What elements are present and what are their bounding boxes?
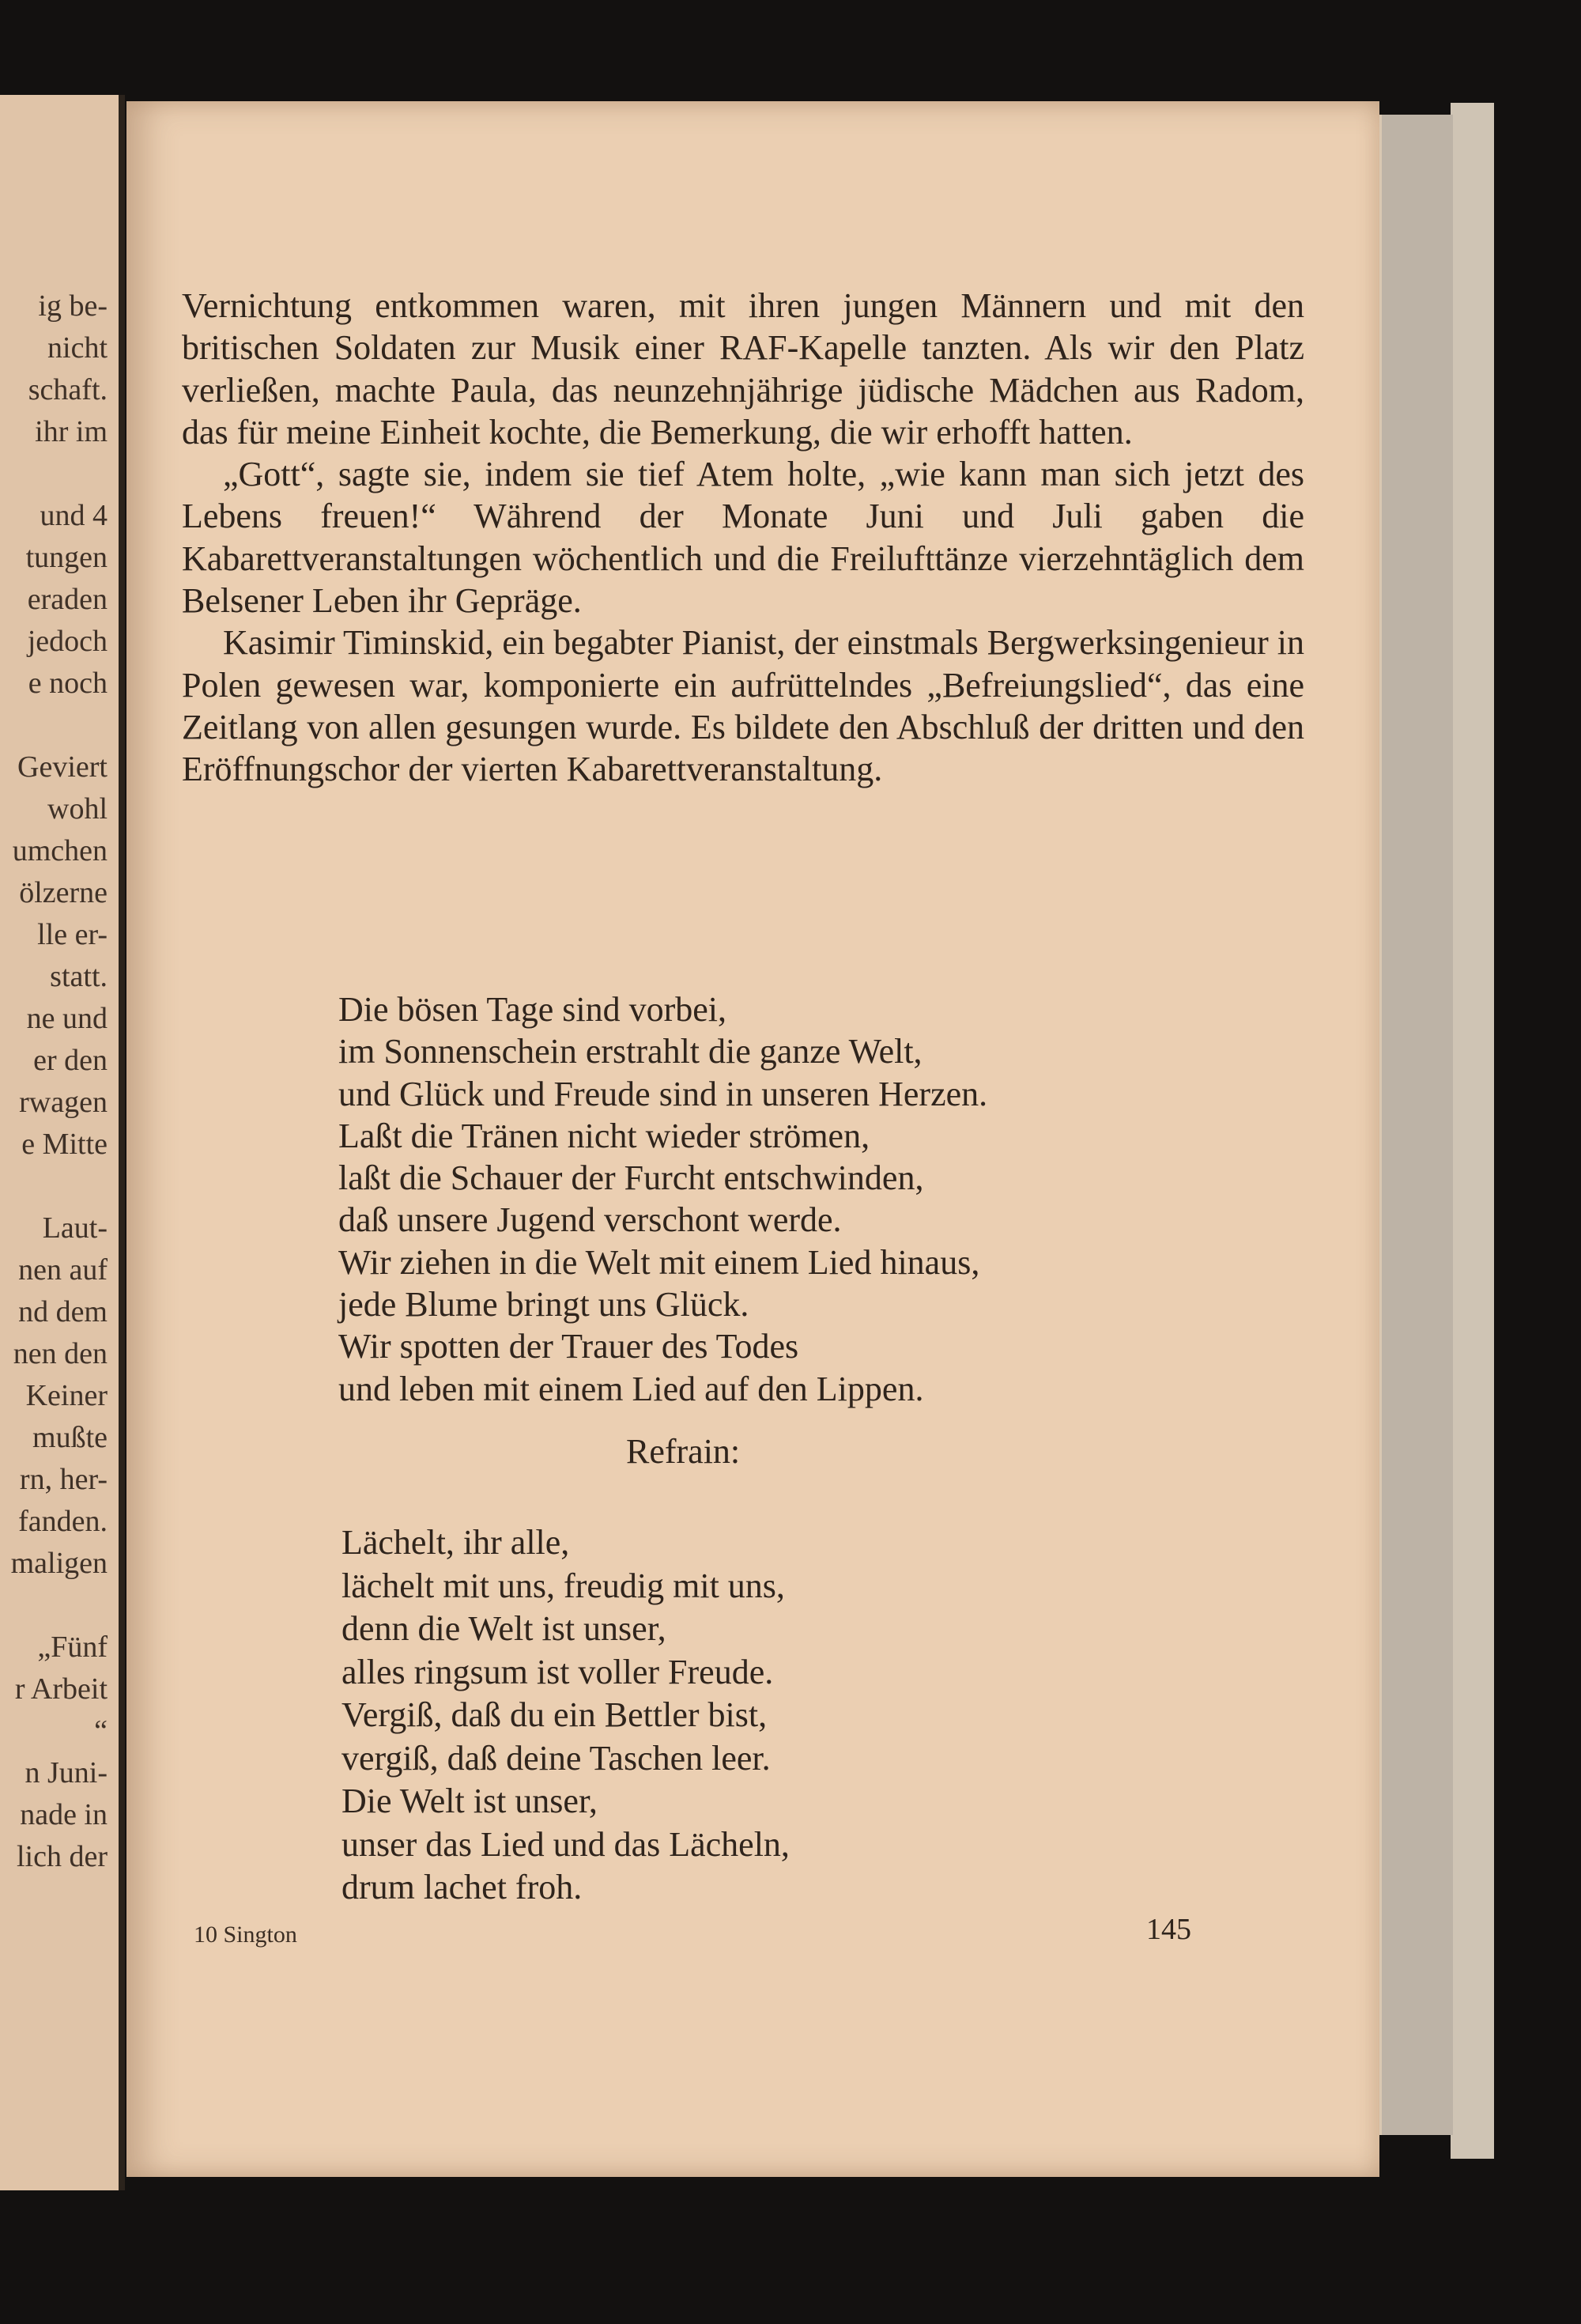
left-fragment: ihr im: [35, 415, 108, 448]
left-fragment: wohl: [47, 792, 108, 826]
refrain-line: drum lachet froh.: [341, 1868, 583, 1906]
song-verse: [338, 988, 987, 1410]
left-fragment: ne und: [26, 1002, 108, 1035]
left-fragment: nade in: [20, 1798, 108, 1831]
verse-line: Laßt die Tränen nicht wieder strömen,: [338, 1116, 870, 1155]
left-fragment: „Fünf: [37, 1631, 108, 1664]
refrain-line: Vergiß, daß du ein Bettler bist,: [341, 1695, 768, 1734]
left-fragment: mußte: [32, 1421, 108, 1454]
left-fragment: lle er-: [37, 918, 108, 951]
song-refrain: [341, 1521, 790, 1910]
refrain-line: vergiß, daß deine Taschen leer.: [341, 1738, 771, 1778]
verse-line: im Sonnenschein erstrahlt die ganze Welt,: [338, 1032, 923, 1071]
verse-line: Die bösen Tage sind vorbei,: [338, 990, 727, 1029]
verse-line: daß unsere Jugend verschont werde.: [338, 1200, 842, 1240]
verse-line: Wir ziehen in die Welt mit einem Lied hinaus,: [338, 1242, 980, 1282]
left-fragment: nd dem: [18, 1295, 108, 1328]
left-fragment: e Mitte: [21, 1128, 108, 1161]
left-fragment: Keiner: [25, 1379, 108, 1412]
left-fragment: fanden.: [18, 1505, 108, 1538]
verse-line: laßt die Schauer der Furcht entschwinden,: [338, 1158, 924, 1198]
left-fragment: Laut-: [42, 1211, 108, 1245]
prose-block: [182, 285, 1304, 791]
page-stack-edge: [1379, 115, 1453, 2135]
refrain-line: alles ringsum ist voller Freude.: [341, 1652, 774, 1691]
left-fragment: eraden: [27, 583, 108, 616]
left-fragment: und 4: [40, 499, 108, 532]
left-fragment: jedoch: [27, 625, 108, 658]
left-fragment: Geviert: [17, 750, 108, 784]
refrain-line: denn die Welt ist unser,: [341, 1609, 666, 1648]
left-fragment: schaft.: [28, 373, 108, 406]
left-fragment: ölzerne: [19, 876, 108, 909]
refrain-line: Die Welt ist unser,: [341, 1782, 598, 1820]
paragraph: „Gott“, sagte sie, indem sie tief Atem holte, „wie kann man sich jetzt des Lebens freuen!“ Während der Monate Juni und Juli gaben die Kabarettveranstaltungen wöchentlich und die Freilufttänze vierzehntäglich dem Belsener Leben ihr Gepräge.: [182, 455, 1304, 621]
left-fragment: rwagen: [19, 1086, 108, 1119]
left-fragment: n Juni-: [25, 1756, 108, 1789]
left-fragment: nicht: [47, 331, 108, 365]
left-fragment: maligen: [10, 1547, 108, 1580]
left-fragment: “: [94, 1714, 108, 1748]
left-fragment: e noch: [28, 667, 108, 700]
paragraph: Kasimir Timinskid, ein begabter Pianist, der einstmals Bergwerksingenieur in Polen gewesen war, komponierte ein aufrüttelndes „Befreiungslied“, das eine Zeitlang von allen gesungen wurde. Es bildete den Abschluß der dritten und den Eröffnungschor der vierten Kabarettveranstaltung.: [182, 623, 1304, 789]
refrain-line: unser das Lied und das Lächeln,: [341, 1824, 790, 1864]
refrain-line: Lächelt, ihr alle,: [341, 1523, 570, 1562]
left-fragment: tungen: [25, 541, 108, 574]
left-fragment: nen den: [13, 1337, 108, 1370]
left-fragment: nen auf: [18, 1253, 108, 1287]
left-fragment: er den: [33, 1044, 108, 1077]
verse-line: jede Blume bringt uns Glück.: [338, 1285, 749, 1324]
left-fragment: lich der: [16, 1840, 108, 1873]
refrain-heading: Refrain:: [626, 1432, 741, 1471]
refrain-line: lächelt mit uns, freudig mit uns,: [341, 1566, 785, 1605]
left-fragment: statt.: [50, 960, 108, 993]
left-fragment: ig be-: [38, 289, 108, 323]
left-fragment: r Arbeit: [14, 1672, 108, 1706]
page-number: 145: [1146, 1913, 1191, 1946]
left-page: [0, 95, 125, 2190]
left-fragment: rn, her-: [19, 1463, 108, 1496]
verse-line: und leben mit einem Lied auf den Lippen.: [338, 1369, 924, 1408]
verse-line: und Glück und Freude sind in unseren Herzen.: [338, 1074, 988, 1113]
page-block-edge: [1451, 103, 1494, 2159]
left-fragment: umchen: [12, 834, 108, 867]
book-page: [126, 101, 1379, 2177]
signature-mark: 10 Sington: [194, 1922, 297, 1948]
verse-line: Wir spotten der Trauer des Todes: [338, 1327, 799, 1366]
paragraph: Vernichtung entkommen waren, mit ihren jungen Männern und mit den britischen Soldaten zur Musik einer RAF-Kapelle tanzten. Als wir den Platz verließen, machte Paula, das neunzehnjährige jüdische Mädchen aus Radom, das für meine Einheit kochte, die Bemerkung, die wir erhofft hatten.: [182, 286, 1304, 452]
